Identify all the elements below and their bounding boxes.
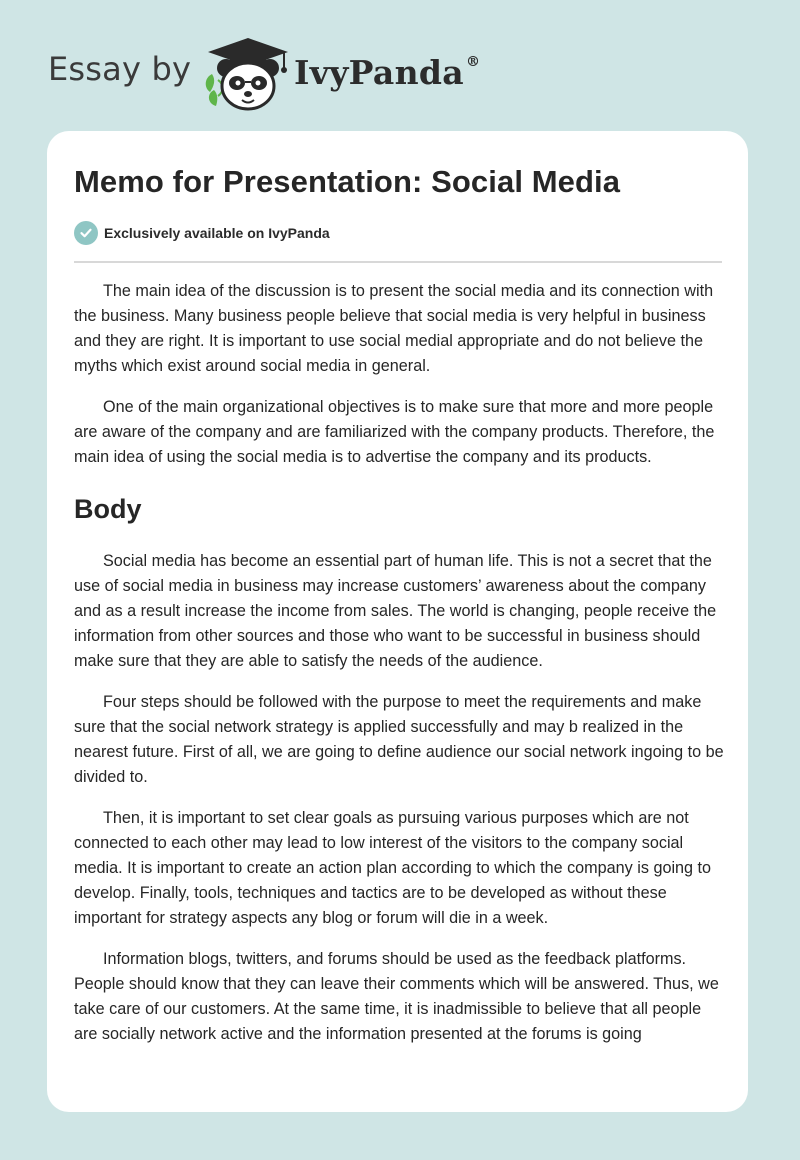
essay-card [47, 131, 748, 1112]
intro-paragraph-1: The main idea of the discussion is to present the social media and its connection with the business. Many business people believe that social media is very helpful in business and they are right. It is important to use social medial appropriate and do not believe the myths which exist around social media in general. [74, 282, 714, 375]
check-icon [74, 221, 98, 245]
exclusive-badge [74, 221, 330, 245]
body-paragraph-4: Information blogs, twitters, and forums should be used as the feedback platforms. People should know that they can leave their comments which will be answered. Thus, we take care of our customers. At the same time, it is inadmissible to believe that all people are socially network active and the information presented at the forums is going [74, 950, 719, 1043]
body-paragraph-2: Four steps should be followed with the purpose to meet the requirements and make sure that the social network strategy is applied successfully and may b realized in the nearest future. First of all, we are going to define audience our social network ingoing to be divided to. [74, 693, 724, 786]
intro-paragraph-2: One of the main organizational objectives is to make sure that more and more people are aware of the company and are familiarized with the company products. Therefore, the main idea of using the social media is to advertise the company and its products. [74, 398, 715, 466]
essay-by-label: Essay by [48, 50, 192, 88]
ivypanda-logo-icon[interactable] [200, 34, 296, 112]
essay-content [74, 279, 726, 1063]
section-heading-body: Body [74, 494, 142, 524]
divider [74, 261, 722, 263]
brand-name[interactable] [294, 53, 481, 92]
body-paragraph-3: Then, it is important to set clear goals as pursuing various purposes which are not connected to each other may lead to low interest of the visitors to the company social media. It is important to create an action plan according to which the company is going to develop. Finally, tools, techniques and tactics are to be developed as without these important for strategy aspects any blog or forum will die in a week. [74, 809, 712, 927]
page-title: Memo for Presentation: Social Media [74, 164, 621, 199]
registered-mark: ® [465, 54, 481, 70]
exclusive-badge-text: Exclusively available on IvyPanda [104, 225, 330, 241]
site-header [0, 0, 800, 120]
body-paragraph-1: Social media has become an essential part of human life. This is not a secret that the use of social media in business may increase customers’ awareness about the company and as a result increase the income from sales. The world is changing, people receive the information from other sources and those who want to be successful in business should make sure that they are able to satisfy the needs of the audience. [74, 552, 717, 670]
brand-text: IvyPanda [294, 53, 464, 92]
